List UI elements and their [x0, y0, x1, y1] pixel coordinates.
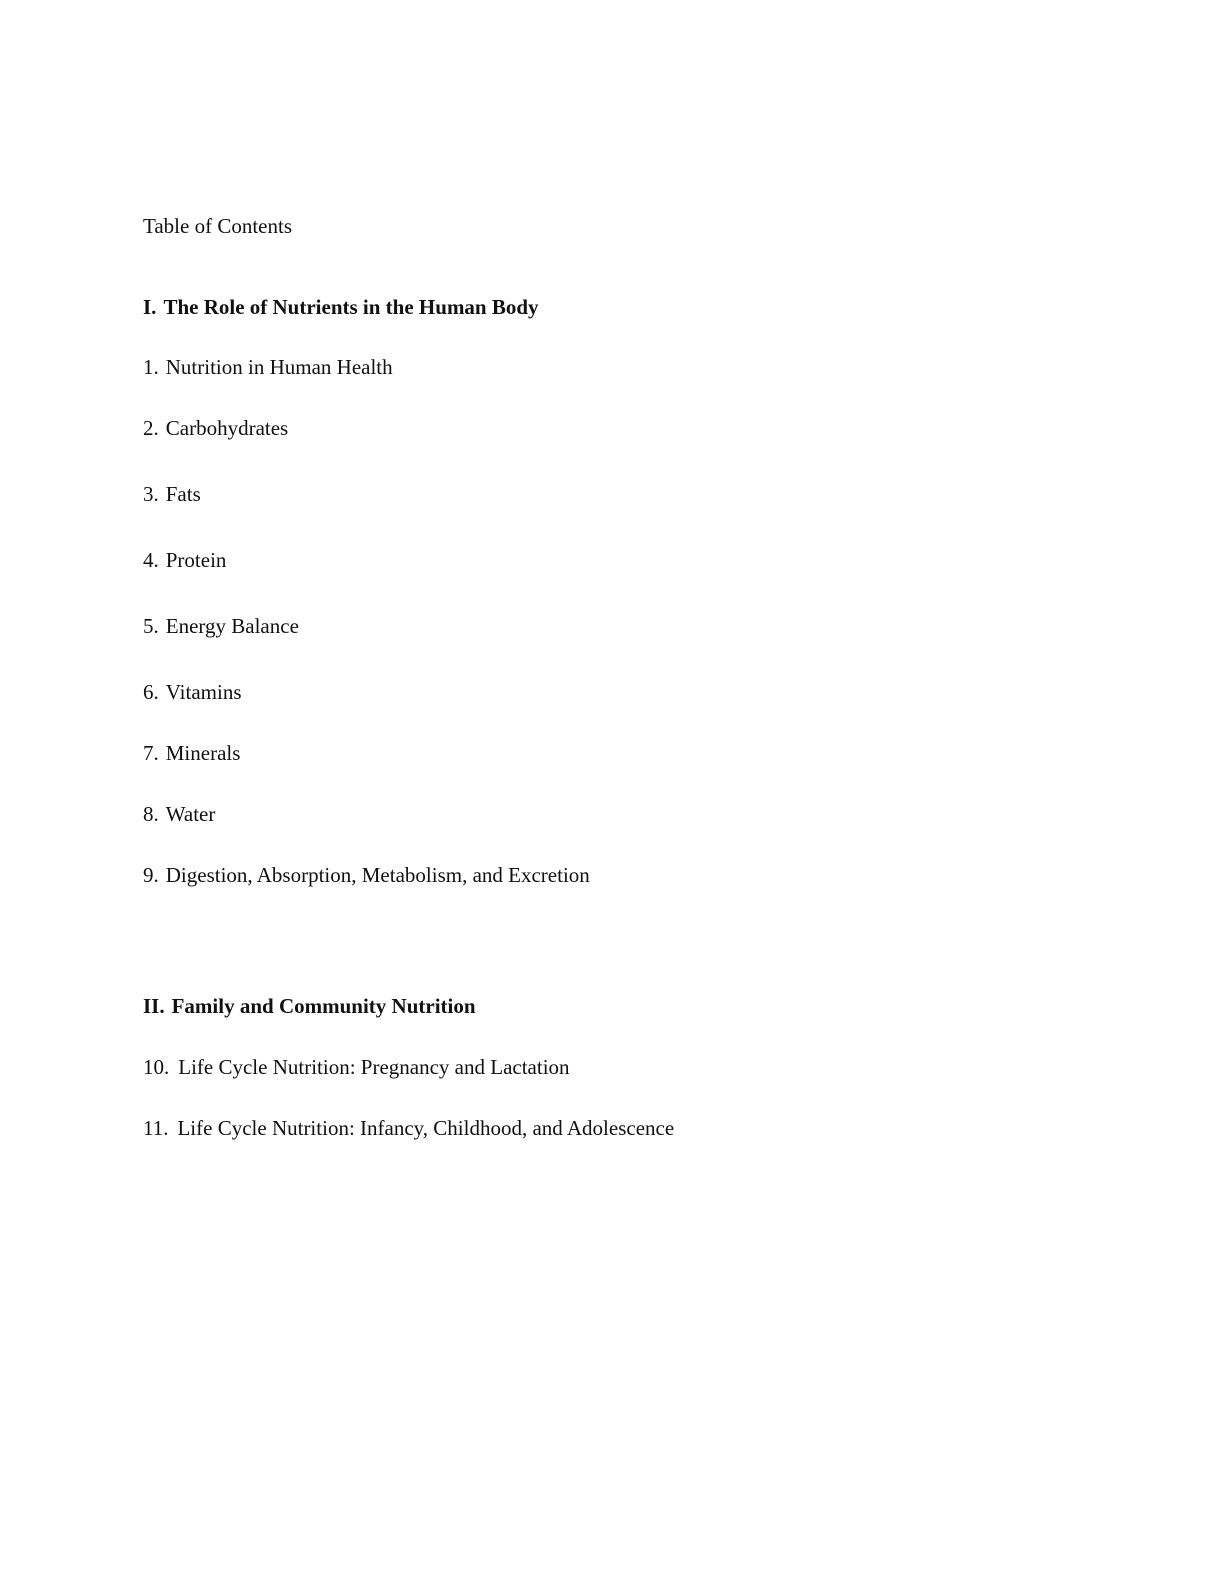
- toc-entry-4: [143, 546, 226, 574]
- toc-entry-7: [143, 739, 240, 767]
- toc-entry-2: [143, 414, 288, 442]
- chapter-title: Carbohydrates: [165, 416, 289, 440]
- chapter-title: Life Cycle Nutrition: Pregnancy and Lactation: [178, 1055, 570, 1079]
- chapter-number: 2.: [143, 416, 159, 440]
- chapter-number: 10.: [143, 1055, 170, 1079]
- chapter-title: Energy Balance: [165, 614, 299, 638]
- chapter-number: 5.: [143, 614, 159, 638]
- toc-entry-3: [143, 480, 201, 508]
- chapter-title: Fats: [165, 482, 201, 506]
- chapter-title: Vitamins: [165, 680, 242, 704]
- section-title: Family and Community Nutrition: [171, 994, 476, 1018]
- section-heading-1: [143, 293, 539, 321]
- section-title: The Role of Nutrients in the Human Body: [163, 295, 539, 319]
- chapter-title: Digestion, Absorption, Metabolism, and Excretion: [165, 863, 590, 887]
- toc-entry-1: [143, 353, 393, 381]
- chapter-number: 8.: [143, 802, 159, 826]
- chapter-number: 9.: [143, 863, 159, 887]
- chapter-title: Water: [165, 802, 216, 826]
- chapter-number: 4.: [143, 548, 159, 572]
- chapter-number: 3.: [143, 482, 159, 506]
- toc-entry-11: [143, 1114, 674, 1142]
- chapter-number: 6.: [143, 680, 159, 704]
- chapter-number: 1.: [143, 355, 159, 379]
- toc-entry-10: [143, 1053, 570, 1081]
- section-numeral: II.: [143, 994, 165, 1018]
- chapter-title: Protein: [165, 548, 227, 572]
- chapter-title: Nutrition in Human Health: [165, 355, 393, 379]
- chapter-title: Life Cycle Nutrition: Infancy, Childhood, and Adolescence: [177, 1116, 675, 1140]
- toc-entry-9: [143, 861, 590, 889]
- chapter-number: 7.: [143, 741, 159, 765]
- chapter-number: 11.: [143, 1116, 169, 1140]
- chapter-title: Minerals: [165, 741, 241, 765]
- toc-entry-5: [143, 612, 299, 640]
- toc-title: Table of Contents: [143, 214, 292, 238]
- section-numeral: I.: [143, 295, 157, 319]
- toc-entry-6: [143, 678, 242, 706]
- toc-entry-8: [143, 800, 215, 828]
- section-heading-2: [143, 992, 476, 1020]
